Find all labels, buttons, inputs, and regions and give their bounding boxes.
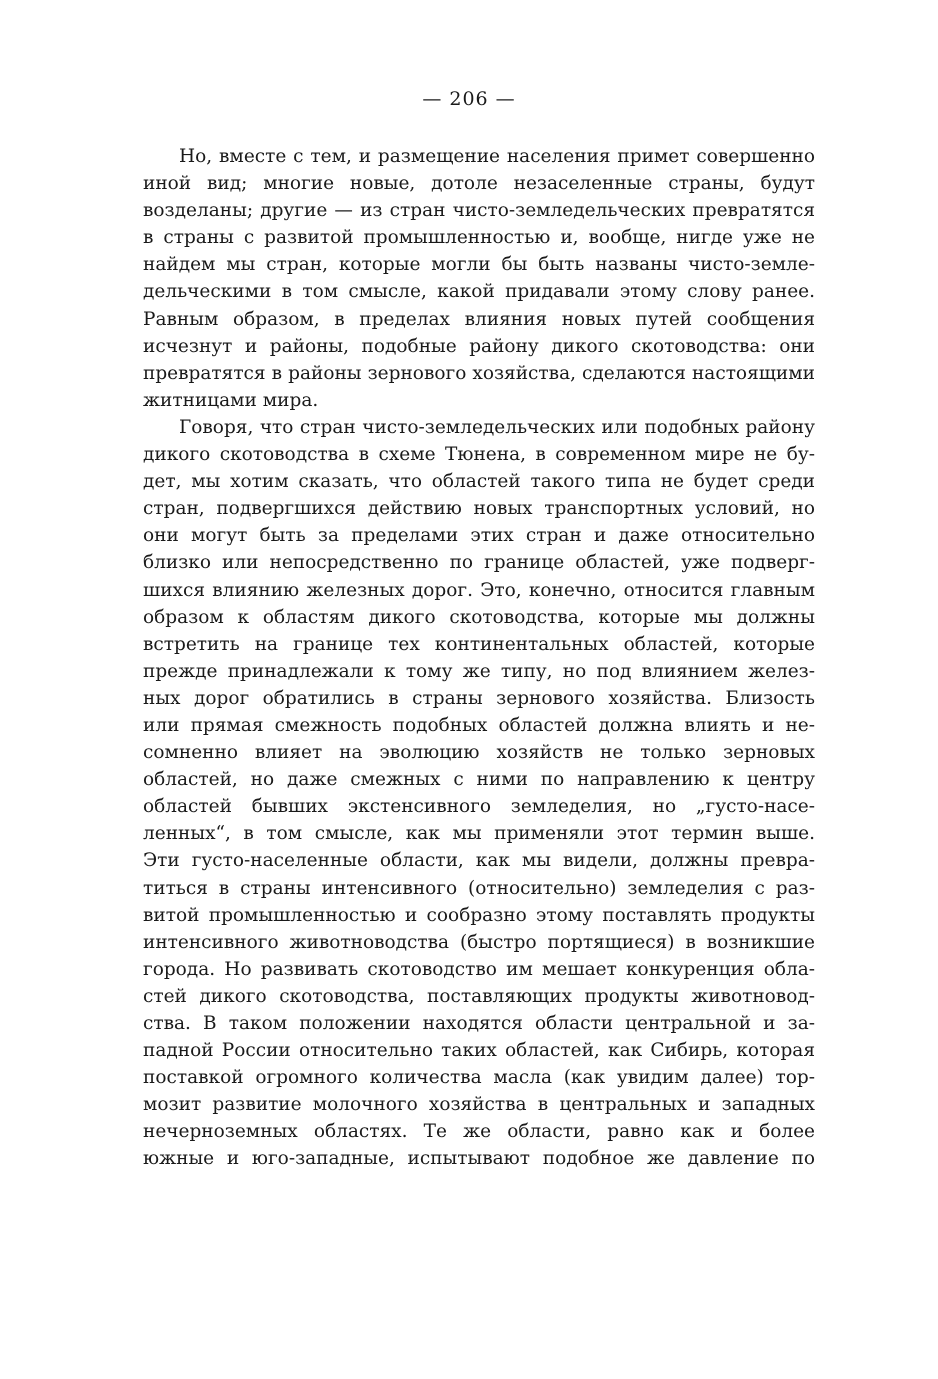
paragraph-2 [143, 414, 815, 1173]
text-line: Говоря, что стран чисто-земледельческих или подобных району [179, 416, 815, 438]
text-line: найдем мы стран, которые могли бы быть названы чисто-земле- [143, 254, 815, 276]
text-line: мозит развитие молочного хозяйства в центральных и западных [143, 1094, 815, 1116]
text-line: стей дикого скотоводства, поставляющих продукты животновод- [143, 985, 815, 1007]
text-line: города. Но развивать скотоводство им мешает конкуренция обла- [143, 958, 815, 980]
text-line: областей, но даже смежных с ними по направлению к центру [143, 769, 815, 791]
text-line: прежде принадлежали к тому же типу, но под влиянием желез- [143, 660, 815, 682]
text-line: дельческими в том смысле, какой придавали этому слову ранее. [143, 281, 815, 303]
text-line: встретить на границе тех континентальных областей, которые [143, 633, 815, 655]
text-line: ных дорог обратились в страны зернового хозяйства. Близость [143, 687, 815, 709]
page-number: — 206 — [422, 88, 516, 110]
text-line: дет, мы хотим сказать, что областей такого типа не будет среди [143, 471, 815, 493]
text-line: превратятся в районы зернового хозяйства, сделаются настоящими [143, 362, 815, 384]
text-line: Равным образом, в пределах влияния новых путей сообщения [143, 308, 815, 330]
text-line: образом к областям дикого скотоводства, которые мы должны [143, 606, 815, 628]
text-line: возделаны; другие — из стран чисто-земледельческих превратятся [143, 200, 815, 222]
text-line: в страны с развитой промышленностью и, вообще, нигде уже не [143, 227, 815, 249]
text-line: титься в страны интенсивного (относительно) земледелия с раз- [143, 877, 815, 899]
paragraph-1 [143, 143, 815, 414]
text-line: ленных“, в том смысле, как мы применяли этот термин выше. [143, 823, 815, 845]
text-line: интенсивного животноводства (быстро портящиеся) в возникшие [143, 931, 815, 953]
text-line: стран, подвергшихся действию новых транспортных условий, но [143, 498, 815, 520]
text-line: Эти густо-населенные области, как мы видели, должны превра- [143, 850, 815, 872]
text-line: нечерноземных областях. Те же области, равно как и более [143, 1121, 815, 1143]
text-line: дикого скотоводства в схеме Тюнена, в современном мире не бу- [143, 444, 815, 466]
text-line: сомненно влияет на эволюцию хозяйств не только зерновых [143, 742, 815, 764]
text-line: или прямая смежность подобных областей должна влиять и не- [143, 714, 815, 736]
text-line: близко или непосредственно по границе областей, уже подверг- [143, 552, 815, 574]
text-line: Но, вместе с тем, и размещение населения примет совершенно [179, 146, 815, 167]
text-line: исчезнут и районы, подобные району дикого скотоводства: они [143, 335, 815, 357]
body-text [143, 143, 815, 1173]
text-line: падной России относительно таких областей, как Сибирь, которая [143, 1040, 815, 1062]
text-line: южные и юго-западные, испытывают подобное же давление по [143, 1148, 815, 1170]
text-line: они могут быть за пределами этих стран и даже относительно [143, 525, 815, 547]
text-line: витой промышленностью и сообразно этому поставлять продукты [143, 904, 815, 926]
text-line: поставкой огромного количества масла (как увидим далее) тор- [143, 1067, 815, 1089]
text-line: иной вид; многие новые, дотоле незаселенные страны, будут [143, 173, 815, 195]
text-line: областей бывших экстенсивного земледелия, но „густо-насе- [143, 796, 815, 818]
text-line: шихся влиянию железных дорог. Это, конечно, относится главным [143, 579, 815, 601]
text-line: житницами мира. [143, 389, 319, 411]
text-line: ства. В таком положении находятся области центральной и за- [143, 1013, 815, 1034]
